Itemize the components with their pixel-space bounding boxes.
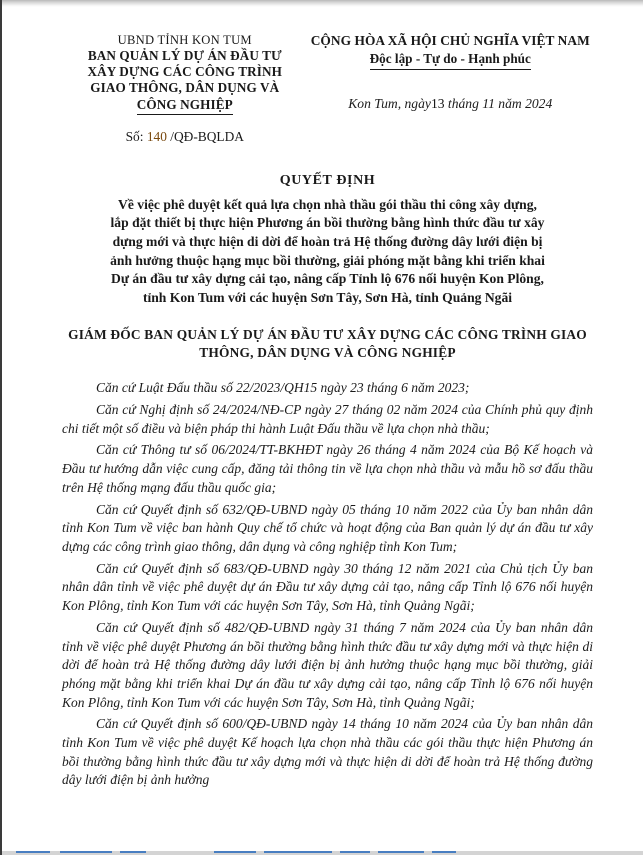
- parent-authority-label: UBND TỈNH KON TUM: [117, 33, 252, 47]
- legal-basis-item: Căn cứ Quyết định số 632/QĐ-UBND ngày 05 tháng 10 năm 2022 của Ủy ban nhân dân tỉnh Kon Tum về việc ban hành Quy chế tổ chức và hoạt động của Ban quản lý dự án đầu tư xây dựng các công trình giao thông, dân dụng và công nghiệp tỉnh Kon Tum;: [62, 501, 593, 554]
- legal-basis-item: Căn cứ Quyết định số 683/QĐ-UBND ngày 30 tháng 12 năm 2021 của Chủ tịch Ủy ban nhân dân tỉnh về việc phê duyệt dự án Đầu tư xây dựng cải tạo, nâng cấp Tỉnh lộ 676 nối huyện Kon Plông, tỉnh Kon Tum với các huyện Sơn Tây, Sơn Hà, tỉnh Quảng Ngãi;: [62, 560, 593, 614]
- place-date-prefix: Kon Tum, ngày: [348, 96, 431, 111]
- organization-name-line-1: BAN QUẢN LÝ DỰ ÁN ĐẦU TƯ: [87, 48, 282, 63]
- document-subject-line-5: Dự án đầu tư xây dựng cải tạo, nâng cấp Tỉnh lộ 676 nối huyện Kon Plông,: [111, 271, 544, 287]
- toolbar-edge-segment: [432, 851, 456, 853]
- legal-basis-item: Căn cứ Quyết định số 600/QĐ-UBND ngày 14 tháng 10 năm 2024 của Ủy ban nhân dân tỉnh Kon Tum về việc phê duyệt Kế hoạch lựa chọn nhà thầu các gói thầu thực hiện Phương án bồi thường bằng hình thức đầu tư xây dựng mới và thực hiện di dời để hoàn trả Hệ thống đường dây lưới điện bị ảnh hưởng: [62, 716, 593, 788]
- document-number: [62, 129, 308, 145]
- viewer-top-shadow: [2, 0, 643, 7]
- toolbar-edge-segment: [264, 851, 332, 853]
- document-page: [4, 7, 643, 855]
- place-date-suffix: tháng 11 năm 2024: [444, 96, 553, 111]
- date-day-value[interactable]: 13: [430, 96, 445, 111]
- toolbar-edge-segment: [378, 851, 424, 853]
- toolbar-edge-segment: [120, 851, 146, 853]
- legal-basis-item: Căn cứ Luật Đấu thầu số 22/2023/QH15 ngày 23 tháng 6 năm 2023;: [96, 380, 470, 396]
- document-subject-line-6: tỉnh Kon Tum với các huyện Sơn Tây, Sơn Hà, tỉnh Quảng Ngãi: [142, 289, 513, 305]
- document-kind-title: QUYẾT ĐỊNH: [279, 172, 376, 188]
- country-name: CỘNG HÒA XÃ HỘI CHỦ NGHĨA VIỆT NAM: [310, 33, 590, 48]
- organization-name-line-2: XÂY DỰNG CÁC CÔNG TRÌNH: [87, 64, 282, 80]
- toolbar-edge-segment: [214, 851, 256, 853]
- document-number-value[interactable]: 140: [146, 128, 167, 144]
- letterhead: [62, 33, 593, 145]
- legal-basis-section: [62, 379, 593, 790]
- legal-basis-item: Căn cứ Quyết định số 482/QĐ-UBND ngày 31 tháng 7 năm 2024 của Ủy ban nhân dân tỉnh về việc phê duyệt Phương án bồi thường bằng hình thức đầu tư xây dựng mới và thực hiện di dời để hoàn trả Hệ thống đường dây lưới điện bị ảnh hưởng thuộc hạng mục bồi thường, giải phóng mặt bằng khi triển khai Dự án đầu tư xây dựng cải tạo, nâng cấp Tỉnh lộ 676 nối huyện Kon Plông, tỉnh Kon Tum với các huyện Sơn Tây, Sơn Hà, tỉnh Quảng Ngãi;: [62, 619, 593, 710]
- document-subject-line-2: lắp đặt thiết bị thực hiện Phương án bồi thường bằng hình thức đầu tư xây: [110, 215, 545, 231]
- organization-name-line-3: GIAO THÔNG, DÂN DỤNG VÀ: [90, 80, 280, 96]
- document-subject: [62, 196, 593, 308]
- organization-name-line-4: CÔNG NGHIỆP: [137, 97, 233, 115]
- national-heading-block: [308, 33, 593, 112]
- document-number-label: Số:: [125, 128, 144, 144]
- viewer-bottom-toolbar-edge[interactable]: [2, 851, 643, 855]
- motto-wrap: [308, 50, 593, 71]
- organization-name: [62, 48, 308, 115]
- toolbar-edge-segment: [16, 851, 50, 853]
- national-motto: Độc lập - Tự do - Hạnh phúc: [370, 51, 531, 71]
- document-subject-line-1: Về việc phê duyệt kết quả lựa chọn nhà thầu gói thầu thi công xây dựng,: [118, 196, 537, 212]
- legal-basis-item: Căn cứ Thông tư số 06/2024/TT-BKHĐT ngày 26 tháng 4 năm 2024 của Bộ Kế hoạch và Đầu tư hướng dẫn việc cung cấp, đăng tải thông tin về lựa chọn nhà thầu và mẫu hồ sơ đấu thầu trên Hệ thống mạng đấu thầu quốc gia;: [62, 442, 593, 495]
- toolbar-edge-segment: [60, 851, 112, 853]
- document-subject-line-3: dựng mới và thực hiện di dời để hoàn trả Hệ thống đường dây lưới điện bị: [112, 234, 543, 249]
- issuing-authority-title: GIÁM ĐỐC BAN QUẢN LÝ DỰ ÁN ĐẦU TƯ XÂY DỰNG CÁC CÔNG TRÌNH GIAO THÔNG, DÂN DỤNG VÀ CÔNG NGHIỆP: [68, 327, 587, 361]
- issuing-organization-block: [62, 33, 308, 145]
- place-and-date: [308, 96, 593, 112]
- document-subject-line-4: ảnh hưởng thuộc hạng mục bồi thường, giải phóng mặt bằng khi triển khai: [110, 252, 545, 268]
- organization-name-line-4-wrap: [62, 97, 308, 115]
- toolbar-edge-segment: [340, 851, 370, 853]
- legal-basis-item: Căn cứ Nghị định số 24/2024/NĐ-CP ngày 27 tháng 02 năm 2024 của Chính phủ quy định chi tiết một số điều và biện pháp thi hành Luật Đấu thầu về lựa chọn nhà thầu;: [62, 402, 593, 436]
- document-number-suffix: /QĐ-BQLDA: [170, 128, 244, 144]
